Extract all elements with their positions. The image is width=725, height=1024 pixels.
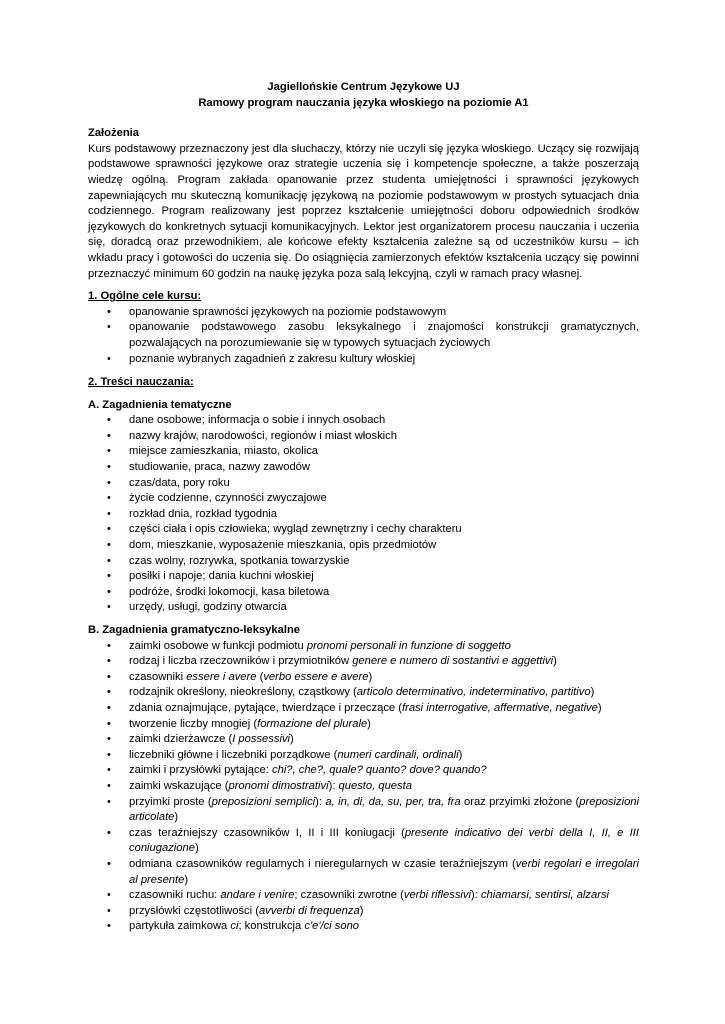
bullet-icon: •: [107, 795, 111, 808]
bullet-icon: •: [107, 779, 111, 792]
list-item-text: opanowanie podstawowego zasobu leksykalnego i znajomości konstrukcji gramatycznych, pozwalających na porozumiewanie się w typowych sytuacjach życiowych: [129, 321, 639, 349]
list-item: [88, 507, 639, 523]
italic-term: articolo determinativo, indeterminativo, partitivo: [356, 686, 591, 699]
thematic-list: [88, 413, 639, 616]
goals-heading: 1. Ogólne cele kursu:: [88, 290, 202, 303]
list-item: [88, 888, 639, 904]
list-item: [88, 320, 639, 351]
italic-term: pronomi dimostrativi: [228, 779, 329, 792]
list-item-text: ): [553, 655, 557, 668]
list-item-text: ): [290, 733, 294, 746]
list-item: [88, 685, 639, 701]
list-item: [88, 460, 639, 476]
list-item: [88, 413, 639, 429]
grammar-heading: B. Zagadnienia gramatyczno-leksykalne: [88, 624, 301, 636]
list-item: [88, 522, 639, 538]
list-item-text: rozkład dnia, rozkład tygodnia: [129, 507, 278, 520]
list-item: [88, 491, 639, 507]
italic-term: verbo essere e avere: [263, 670, 369, 683]
list-item-text: (: [256, 670, 264, 683]
italic-term: questo, questa: [338, 779, 412, 792]
list-item-text: ; konstrukcja: [238, 920, 305, 933]
bullet-icon: •: [107, 507, 111, 520]
list-item-text: ): [368, 670, 373, 683]
list-item-text: życie codzienne, czynności zwyczajowe: [129, 492, 327, 505]
program-title: Ramowy program nauczania języka włoskiego na poziomie A1: [198, 96, 529, 109]
bullet-icon: •: [107, 717, 111, 730]
italic-term: chi?, che?, quale? quanto? dove? quando?: [272, 764, 487, 777]
list-item-text: ): [590, 686, 595, 699]
bullet-icon: •: [107, 539, 111, 552]
italic-term: presente indicativo dei verbi della I, II, e III coniugazione: [129, 826, 639, 855]
list-item-text: ): [367, 717, 371, 730]
list-item: [88, 748, 639, 764]
list-item-text: poznanie wybranych zagadnień z zakresu kultury włoskiej: [129, 352, 416, 365]
list-item-text: ): [458, 748, 463, 761]
bullet-icon: •: [107, 889, 111, 902]
list-item-text: dom, mieszkanie, wyposażenie mieszkania, opis przedmiotów: [129, 539, 437, 552]
list-item-text: odmiana czasowników regularnych i nieregularnych w czasie teraźniejszym (: [129, 857, 516, 870]
list-item-text: zaimki wskazujące (: [129, 779, 229, 792]
list-item: [88, 919, 639, 935]
list-item: [88, 763, 639, 779]
bullet-icon: •: [107, 305, 111, 318]
italic-term: c'e'/ci sono: [304, 920, 360, 933]
list-item-text: zaimki osobowe w funkcji podmiotu: [129, 639, 307, 652]
italic-term: numeri cardinali, ordinali: [337, 748, 459, 761]
bullet-icon: •: [107, 570, 111, 583]
list-item-text: czasowniki ruchu:: [129, 889, 221, 902]
list-item-text: podróże, środki lokomocji, kasa biletowa: [129, 585, 330, 598]
list-item-text: czas wolny, rozrywka, spotkania towarzyskie: [129, 554, 350, 567]
bullet-icon: •: [107, 686, 111, 699]
bullet-icon: •: [107, 748, 111, 761]
italic-term: essere i avere: [186, 670, 257, 683]
list-item-text: studiowanie, praca, nazwy zawodów: [129, 461, 310, 474]
list-item-text: ): [597, 701, 602, 714]
assumptions-heading: Założenia: [88, 127, 139, 140]
italic-term: chiamarsi, sentirsi, alzarsi: [480, 889, 610, 902]
bullet-icon: •: [107, 670, 111, 683]
list-item-text: ): [194, 842, 199, 855]
bullet-icon: •: [107, 476, 111, 489]
list-item: [88, 444, 639, 460]
bullet-icon: •: [107, 764, 111, 777]
list-item: [88, 538, 639, 554]
institution-title: Jagiellońskie Centrum Językowe UJ: [267, 81, 460, 93]
list-item-text: części ciała i opis człowieka; wygląd zewnętrzny i cechy charakteru: [129, 523, 462, 536]
bullet-icon: •: [107, 826, 111, 839]
bullet-icon: •: [107, 321, 111, 334]
italic-term: I possessivi: [232, 733, 291, 746]
italic-term: preposizioni articolate: [129, 795, 639, 824]
list-item-text: tworzenie liczby mnogiej (: [129, 717, 258, 730]
italic-term: genere e numero di sostantivi e aggettivi: [352, 655, 554, 668]
list-item-text: rodzaj i liczba rzeczowników i przymiotników: [129, 655, 353, 668]
list-item-text: zaimki dzierżawcze (: [129, 733, 233, 746]
bullet-icon: •: [107, 352, 111, 365]
italic-term: verbi riflessivi: [403, 889, 471, 902]
italic-term: frasi interrogative, affermative, negative: [402, 701, 598, 714]
bullet-icon: •: [107, 701, 111, 714]
list-item: [88, 717, 639, 733]
bullet-icon: •: [107, 639, 111, 652]
bullet-icon: •: [107, 414, 111, 427]
list-item-text: zdania oznajmujące, pytające, twierdzące i przeczące (: [129, 701, 402, 714]
list-item-text: ):: [315, 795, 326, 808]
list-item: [88, 585, 639, 601]
bullet-icon: •: [107, 733, 111, 746]
italic-term: pronomi personali in funzione di soggetto: [306, 639, 511, 652]
list-item-text: miejsce zamieszkania, miasto, okolica: [129, 445, 319, 458]
list-item-text: opanowanie sprawności językowych na poziomie podstawowym: [129, 305, 447, 318]
document-page: [88, 80, 639, 935]
bullet-icon: •: [107, 523, 111, 536]
list-item: [88, 826, 639, 857]
italic-term: a, in, di, da, su, per, tra, fra: [325, 795, 461, 808]
list-item-text: ): [184, 873, 189, 886]
list-item: [88, 569, 639, 585]
list-item-text: oraz przyimki złożone (: [460, 795, 580, 808]
list-item-text: zaimki i przysłówki pytające:: [129, 764, 272, 777]
list-item: [88, 654, 639, 670]
bullet-icon: •: [107, 920, 111, 933]
list-item: [88, 670, 639, 686]
italic-term: ci: [230, 920, 239, 933]
list-item: [88, 639, 639, 655]
list-item: [88, 600, 639, 616]
list-item: [88, 305, 639, 321]
list-item-text: ): [359, 904, 364, 917]
italic-term: verbi regolari e irregolari al presente: [129, 857, 639, 886]
italic-term: avverbi di frequenza: [258, 904, 360, 917]
list-item: [88, 732, 639, 748]
list-item-text: przysłówki częstotliwości (: [129, 904, 259, 917]
list-item-text: ; czasowniki zwrotne (: [294, 889, 404, 902]
italic-term: preposizioni semplici: [211, 795, 316, 808]
list-item: [88, 701, 639, 717]
list-item: [88, 904, 639, 920]
bullet-icon: •: [107, 492, 111, 505]
bullet-icon: •: [107, 429, 111, 442]
list-item-text: nazwy krajów, narodowości, regionów i miast włoskich: [129, 429, 397, 442]
italic-term: formazione del plurale: [257, 717, 368, 730]
list-item-text: ):: [328, 779, 339, 792]
list-item-text: rodzajnik określony, nieokreślony, cząstkowy (: [129, 686, 357, 699]
bullet-icon: •: [107, 461, 111, 474]
list-item: [88, 429, 639, 445]
bullet-icon: •: [107, 655, 111, 668]
list-item: [88, 795, 639, 826]
list-item: [88, 352, 639, 368]
bullet-icon: •: [107, 554, 111, 567]
list-item: [88, 857, 639, 888]
bullet-icon: •: [107, 904, 111, 917]
bullet-icon: •: [107, 445, 111, 458]
content-heading: 2. Treści nauczania:: [88, 376, 194, 389]
italic-term: andare i venire: [220, 889, 295, 902]
grammar-list: [88, 639, 639, 935]
list-item-text: czasowniki: [129, 670, 187, 683]
list-item-text: czas/data, pory roku: [129, 476, 230, 489]
list-item-text: partykuła zaimkowa: [129, 920, 231, 933]
list-item: [88, 476, 639, 492]
bullet-icon: •: [107, 857, 111, 870]
list-item-text: liczebniki główne i liczebniki porządkowe (: [129, 748, 338, 761]
list-item: [88, 554, 639, 570]
list-item-text: przyimki proste (: [129, 795, 212, 808]
assumptions-paragraph: Kurs podstawowy przeznaczony jest dla słuchaczy, którzy nie uczyli się języka włoskiego. Uczący się rozwijają podstawowe sprawności językowe oraz strategie uczenia się i kompetencje społeczne, a także poszerzają wiedzę ogólną. Program zakłada opanowanie przez studenta umiejętności i sprawności językowych zapewniających mu skuteczną komunikację językową na poziomie podstawowym w prostych sytuacjach dnia codziennego. Program realizowany jest poprzez kształcenie umiejętności doboru odpowiednich środków językowych do konkretnych sytuacji komunikacyjnych. Lektor jest organizatorem procesu nauczania i uczenia się, doradcą oraz przewodnikiem, ale końcowe efekty kształcenia zależne są od uczestników kursu – ich wkładu pracy i gotowości do uczenia się. Do osiągnięcia zamierzonych efektów kształcenia uczący się powinni przeznaczyć minimum 60 godzin na naukę języka poza salą lekcyjną, czyli w ramach pracy własnej.: [88, 142, 639, 280]
list-item-text: czas teraźniejszy czasowników I, II i III koniugacji (: [129, 826, 405, 839]
bullet-icon: •: [107, 601, 111, 614]
list-item-text: dane osobowe; informacja o sobie i innych osobach: [129, 414, 386, 427]
bullet-icon: •: [107, 585, 111, 598]
list-item-text: ): [174, 811, 179, 824]
list-item-text: urzędy, usługi, godziny otwarcia: [129, 601, 287, 614]
list-item-text: posiłki i napoje; dania kuchni włoskiej: [129, 570, 314, 583]
list-item-text: ):: [471, 889, 481, 902]
list-item: [88, 779, 639, 795]
goals-list: [88, 305, 639, 367]
thematic-heading: A. Zagadnienia tematyczne: [88, 398, 232, 411]
